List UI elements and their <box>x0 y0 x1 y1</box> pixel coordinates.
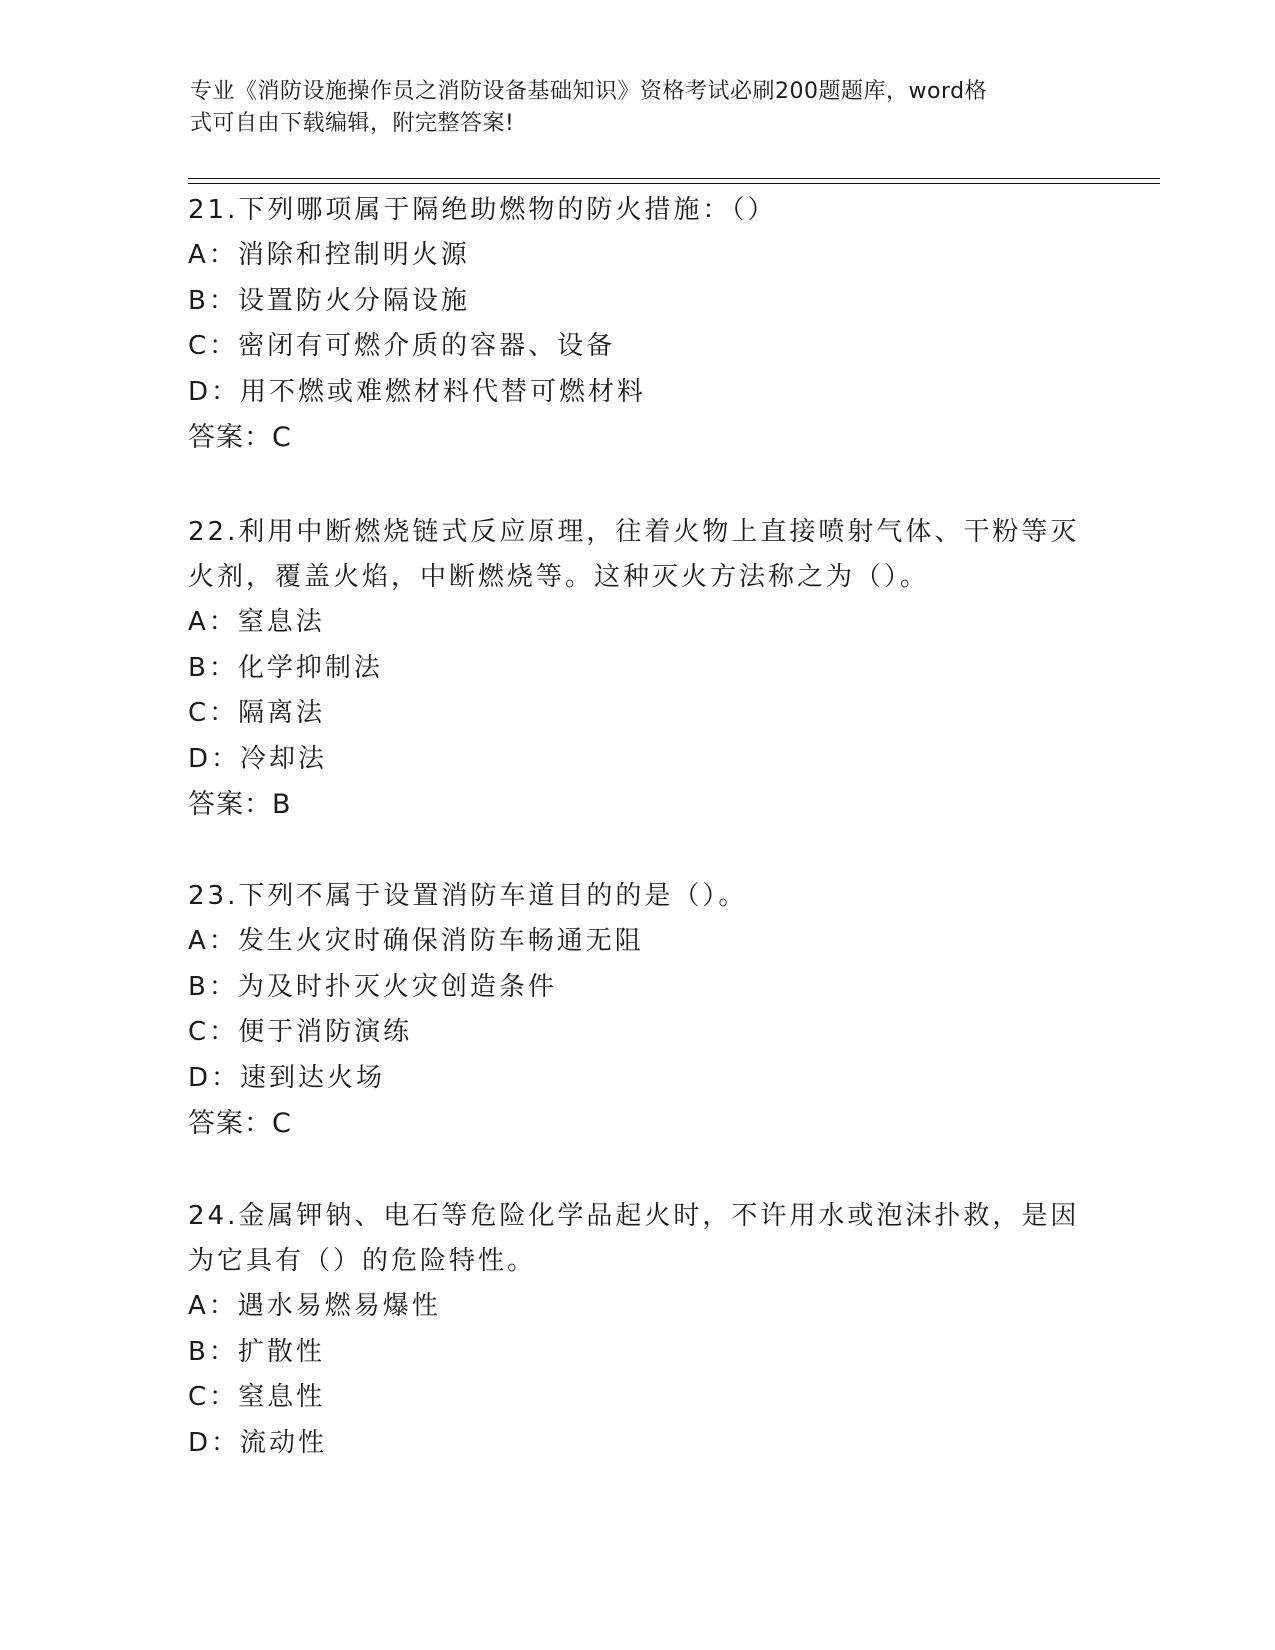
question-stem: 23.下列不属于设置消防车道目的的是（）。 <box>188 881 748 911</box>
option-d: D：用不燃或难燃材料代替可燃材料 <box>188 376 647 407</box>
question-21 <box>188 188 1088 461</box>
option-a: A：发生火灾时确保消防车畅通无阻 <box>188 926 644 956</box>
option-b: B：为及时扑灭火灾创造条件 <box>188 971 557 1002</box>
question-24 <box>188 1194 1088 1466</box>
option-c: C：便于消防演练 <box>188 1017 413 1047</box>
question-23 <box>188 874 1088 1147</box>
document-header <box>190 76 1070 140</box>
answer: 答案：B <box>188 789 292 820</box>
option-c: C：隔离法 <box>188 698 326 728</box>
option-a: A：窒息法 <box>188 607 325 637</box>
question-stem-line-1: 24.金属钾钠、电石等危险化学品起火时，不许用水或泡沫扑救，是因 <box>188 1201 1080 1231</box>
option-c: C：密闭有可燃介质的容器、设备 <box>188 331 616 361</box>
option-c: C：窒息性 <box>188 1382 326 1412</box>
option-b: B：化学抑制法 <box>188 652 383 683</box>
header-divider-top <box>188 178 1160 179</box>
option-d: D：流动性 <box>188 1427 328 1458</box>
question-stem-line-2: 火剂，覆盖火焰，中断燃烧等。这种灭火方法称之为（）。 <box>188 562 930 592</box>
question-stem-line-1: 22.利用中断燃烧链式反应原理，往着火物上直接喷射气体、干粉等灭 <box>188 517 1080 547</box>
option-d: D：速到达火场 <box>188 1062 386 1093</box>
question-stem: 21.下列哪项属于隔绝助燃物的防火措施：（） <box>188 195 777 225</box>
question-stem-line-2: 为它具有（）的危险特性。 <box>188 1246 537 1276</box>
header-line-1: 专业《消防设施操作员之消防设备基础知识》资格考试必刷200题题库，word格 <box>190 79 988 104</box>
option-b: B：扩散性 <box>188 1336 325 1367</box>
answer: 答案：C <box>188 1108 292 1139</box>
option-d: D：冷却法 <box>188 743 328 774</box>
header-divider-bottom <box>188 183 1160 184</box>
option-a: A：消除和控制明火源 <box>188 240 470 270</box>
option-b: B：设置防火分隔设施 <box>188 285 470 316</box>
header-line-2: 式可自由下载编辑，附完整答案! <box>190 111 515 136</box>
question-22 <box>188 510 1088 828</box>
answer: 答案：C <box>188 422 292 453</box>
option-a: A：遇水易燃易爆性 <box>188 1291 441 1321</box>
